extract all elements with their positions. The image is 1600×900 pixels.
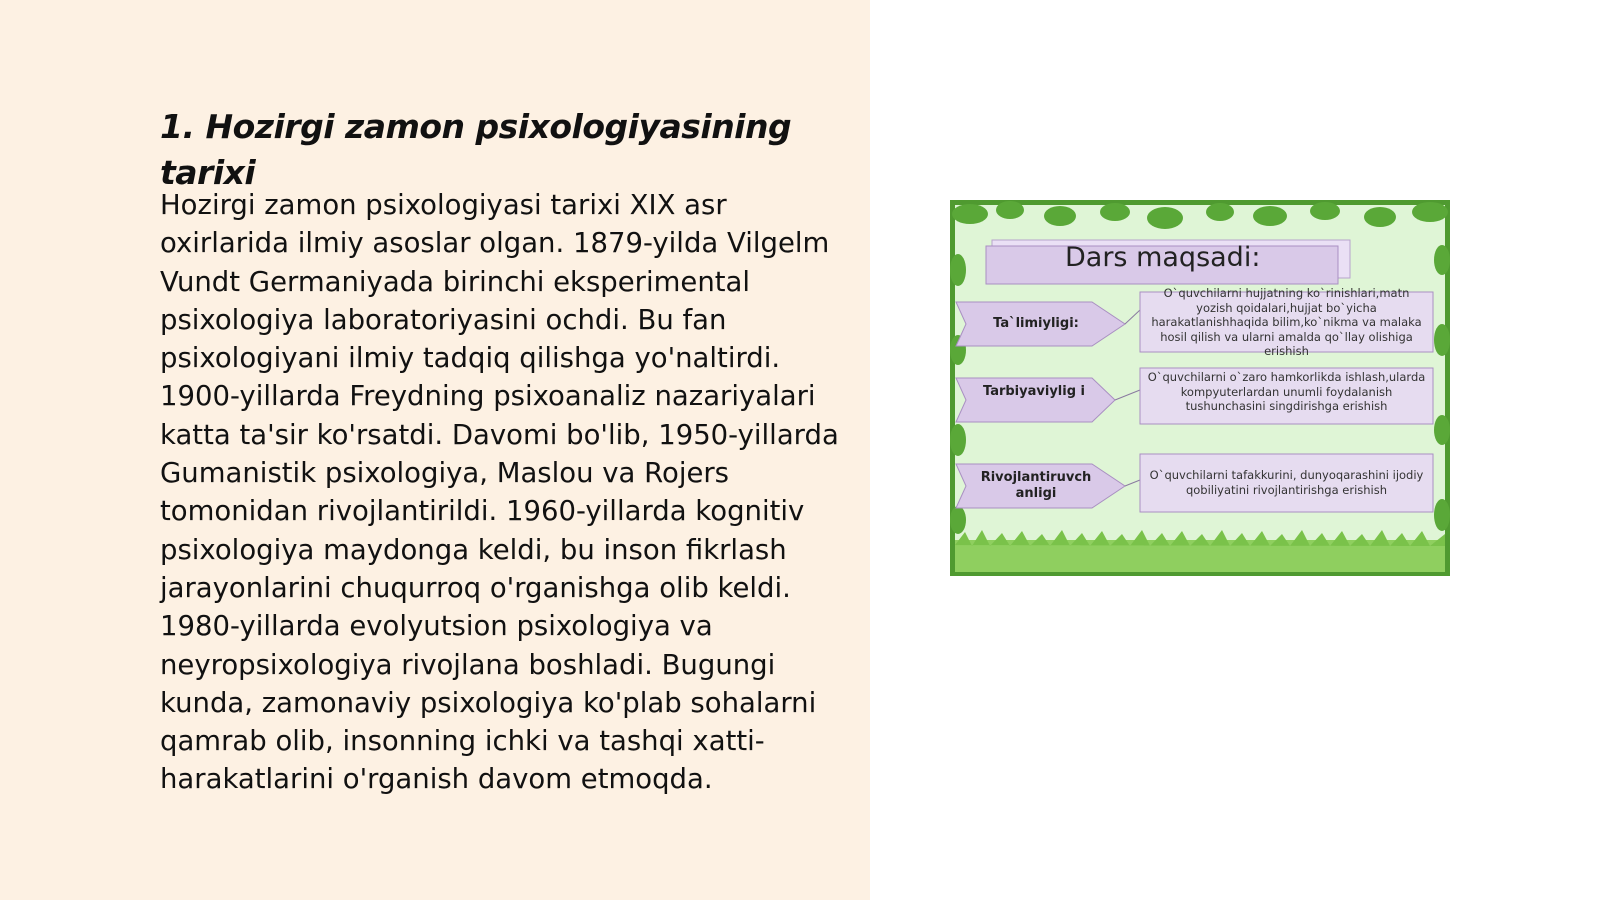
arrow-label-talimiyligi: Ta`limiyligi: [993, 316, 1079, 331]
slide-body-text: Hozirgi zamon psixologiyasi tarixi XIX asr oxirlarida ilmiy asoslar olgan. 1879-yilda Vilgelm Vundt Germaniyada birinchi eksperimental psixologiya laboratoriyasini ochdi. Bu fan psixologiyani ilmiy tadqiq qilishga yo'naltirdi. 1900-yillarda Freydning psixoanaliz nazariyalari katta ta'sir ko'rsatdi. Davomi bo'lib, 1950-yillarda Gumanistik psixologiya, Maslou va Rojers tomonidan rivojlantirildi. 1960-yillarda kognitiv psixologiya maydonga keldi, bu inson fikrlash jarayonlarini chuqurroq o'rganishga olib keldi. 1980-yillarda evolyutsion psixologiya va neyropsixologiya rivojlana boshladi. Bugungi kunda, zamonaviy psixologiya ko'plab sohalarni qamrab olib, insonning ichki va tashqi xatti-harakatlarini o'rganish davom etmoqda. [160, 189, 839, 796]
goal-text-rivojlantiruvchanligi: O`quvchilarni tafakkurini, dunyoqarashini ijodiy qobiliyatini rivojlantirishga erishish [1149, 468, 1424, 497]
slide-title: 1. Hozirgi zamon psixologiyasining tarixi [160, 107, 792, 192]
lesson-goals-image [950, 200, 1450, 576]
image-title: Dars maqsadi: [1065, 242, 1261, 273]
arrow-label-tarbiyaviyligi: Tarbiyaviylig i [983, 384, 1085, 399]
goal-text-talimiyligi: O`quvchilarni hujjatning ko`rinishlari,matn yozish qoidalari,hujjat bo`yicha harakatlanishhaqida bilim,ko`nikma va malaka hosil qilish va ularni amalda qo`llay olishiga erishish [1151, 286, 1422, 358]
goal-text-tarbiyaviyligi: O`quvchilarni o`zaro hamkorlikda ishlash,ularda kompyuterlardan unumli foydalanish tushunchasini singdirishga erishish [1147, 370, 1426, 413]
arrow-label-rivojlantiruvchanligi: Rivojlantiruvch anligi [980, 470, 1092, 501]
